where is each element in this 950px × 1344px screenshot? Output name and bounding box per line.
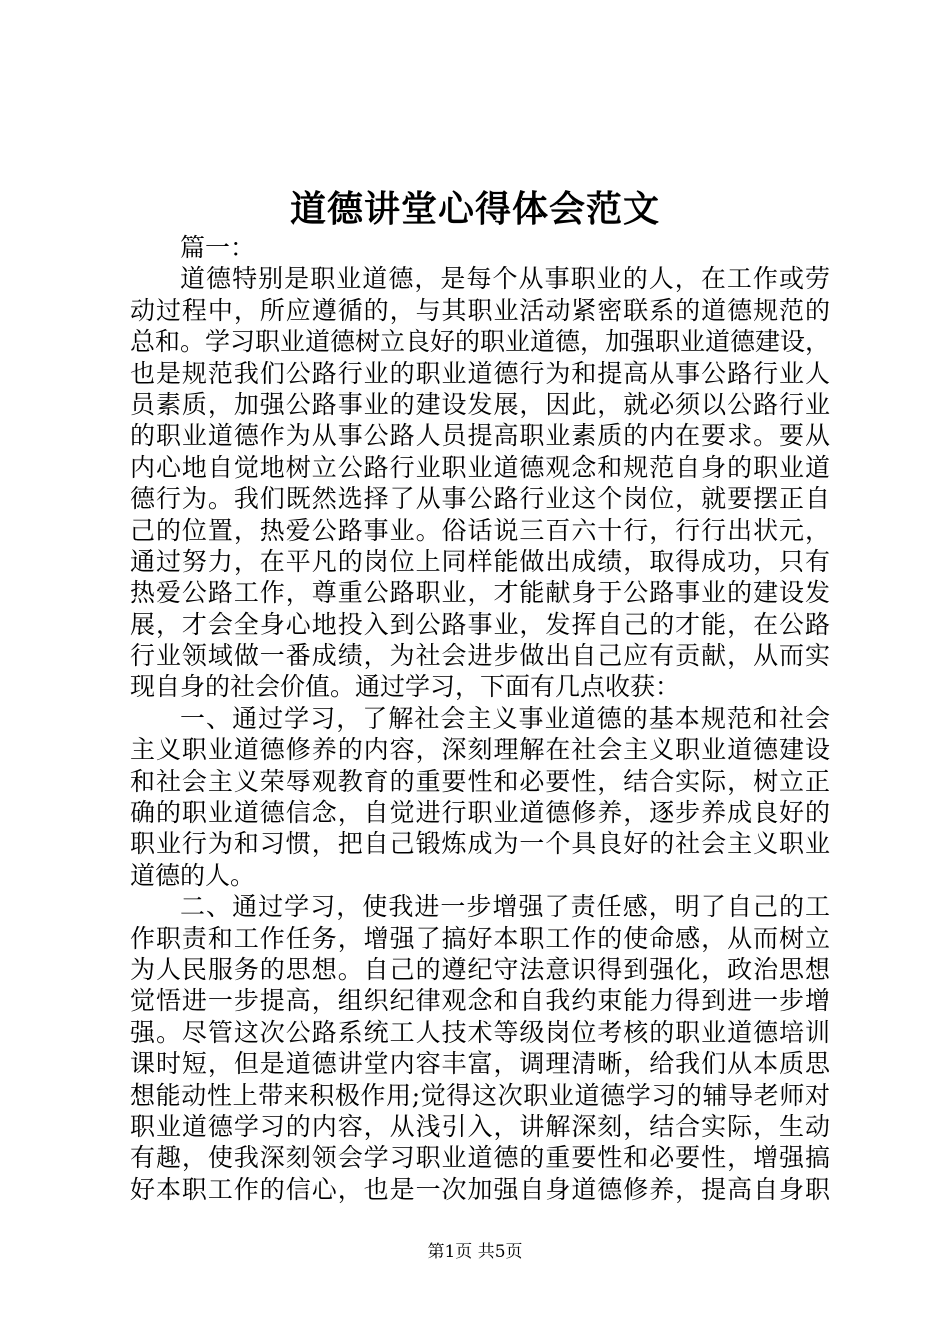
text-line: 内心地自觉地树立公路行业职业道德观念和规范自身的职业道 bbox=[130, 452, 830, 482]
text-line: 好本职工作的信心，也是一次加强自身道德修养，提高自身职 bbox=[130, 1174, 830, 1204]
text-line: 热爱公路工作，尊重公路职业，才能献身于公路事业的建设发 bbox=[130, 578, 830, 608]
text-line: 有趣，使我深刻领会学习职业道德的重要性和必要性，增强搞 bbox=[130, 1143, 830, 1173]
text-line: 作职责和工作任务，增强了搞好本职工作的使命感，从而树立 bbox=[130, 923, 830, 953]
text-line: 二、通过学习，使我进一步增强了责任感，明了自己的工 bbox=[180, 892, 830, 922]
text-line: 主义职业道德修养的内容，深刻理解在社会主义职业道德建设 bbox=[130, 735, 830, 765]
text-line: 道德的人。 bbox=[130, 860, 256, 890]
text-line: 展，才会全身心地投入到公路事业，发挥自己的才能，在公路 bbox=[130, 609, 830, 639]
text-line: 和社会主义荣辱观教育的重要性和必要性，结合实际，树立正 bbox=[130, 766, 830, 796]
text-line: 一、通过学习，了解社会主义事业道德的基本规范和社会 bbox=[180, 703, 830, 733]
text-line: 动过程中，所应遵循的，与其职业活动紧密联系的道德规范的 bbox=[130, 295, 830, 325]
text-line: 职业道德学习的内容，从浅引入，讲解深刻，结合实际，生动 bbox=[130, 1111, 830, 1141]
text-line: 员素质，加强公路事业的建设发展，因此，就必须以公路行业 bbox=[130, 389, 830, 419]
page-footer: 第1页 共5页 bbox=[427, 1242, 523, 1262]
text-line: 现自身的社会价值。通过学习，下面有几点收获： bbox=[130, 672, 681, 702]
text-line: 也是规范我们公路行业的职业道德行为和提高从事公路行业人 bbox=[130, 358, 830, 388]
document-body bbox=[130, 232, 830, 1205]
text-line: 确的职业道德信念，自觉进行职业道德修养，逐步养成良好的 bbox=[130, 798, 830, 828]
text-line: 觉悟进一步提高，组织纪律观念和自我约束能力得到进一步增 bbox=[130, 986, 830, 1016]
text-line: 总和。学习职业道德树立良好的职业道德，加强职业道德建设， bbox=[130, 327, 831, 357]
text-line: 课时短，但是道德讲堂内容丰富，调理清晰，给我们从本质思 bbox=[130, 1049, 830, 1079]
text-line: 德行为。我们既然选择了从事公路行业这个岗位，就要摆正自 bbox=[130, 484, 830, 514]
text-line: 道德特别是职业道德，是每个从事职业的人，在工作或劳 bbox=[180, 264, 830, 294]
text-line: 篇一： bbox=[180, 233, 256, 262]
text-line: 职业行为和习惯，把自己锻炼成为一个具良好的社会主义职业 bbox=[130, 829, 830, 859]
document-title: 道德讲堂心得体会范文 bbox=[289, 188, 660, 230]
text-line: 为人民服务的思想。自己的遵纪守法意识得到强化，政治思想 bbox=[130, 954, 830, 984]
text-line: 己的位置，热爱公路事业。俗话说三百六十行，行行出状元， bbox=[130, 515, 830, 545]
text-line: 行业领域做一番成绩，为社会进步做出自己应有贡献，从而实 bbox=[130, 641, 830, 671]
text-line: 的职业道德作为从事公路人员提高职业素质的内在要求。要从 bbox=[130, 421, 830, 451]
text-line: 想能动性上带来积极作用;觉得这次职业道德学习的辅导老师对 bbox=[130, 1080, 830, 1110]
text-line: 强。尽管这次公路系统工人技术等级岗位考核的职业道德培训 bbox=[130, 1017, 830, 1047]
text-line: 通过努力，在平凡的岗位上同样能做出成绩，取得成功，只有 bbox=[130, 546, 830, 576]
